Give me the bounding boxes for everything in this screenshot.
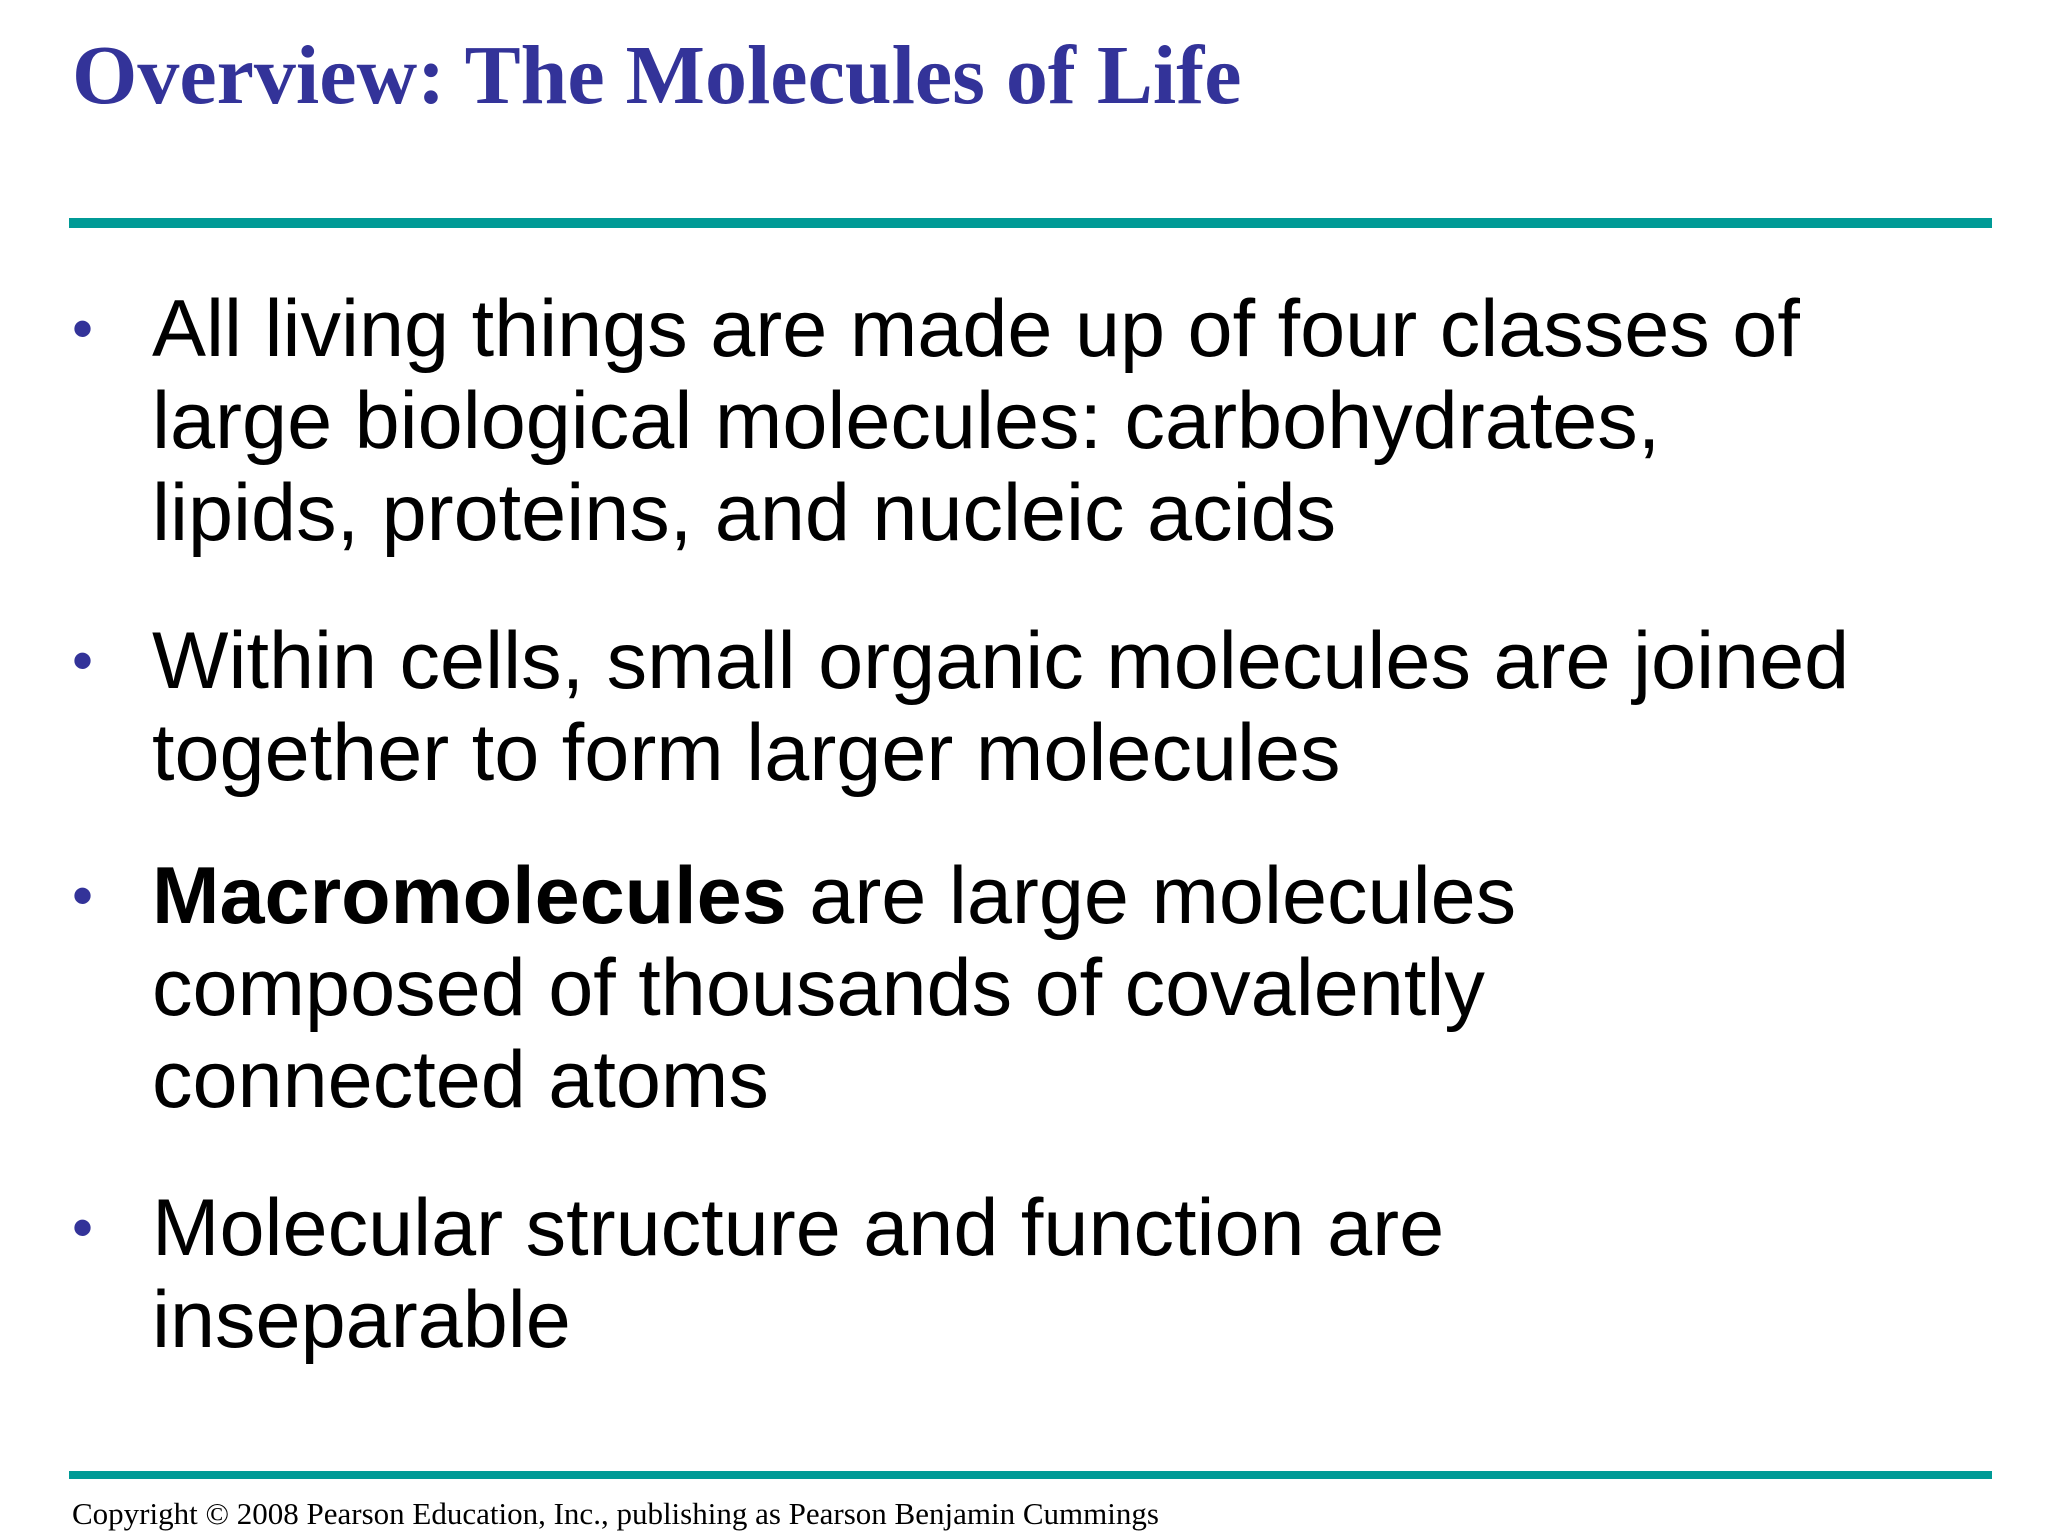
bullet-icon: • [72,295,94,362]
bold-term: Macromolecules [152,851,787,941]
bullet-text [152,615,2012,799]
bullet-line [152,850,2012,942]
bullet-line: large biological molecules: carbohydrates, [152,376,1661,466]
bullet-line: composed of thousands of covalently [152,943,1485,1033]
bullet-icon: • [72,1194,94,1261]
bullet-line: Within cells, small organic molecules are joined [152,616,1850,706]
slide-title: Overview: The Molecules of Life [72,29,1242,122]
bullet-line: lipids, proteins, and nucleic acids [152,468,1337,558]
bullet-line: together to form larger molecules [152,708,1341,798]
bullet-line: connected atoms [152,1035,769,1125]
footer-divider [69,1471,1992,1479]
bullet-line: inseparable [152,1275,571,1365]
bullet-icon: • [72,627,94,694]
copyright-footer: Copyright © 2008 Pearson Education, Inc., publishing as Pearson Benjamin Cummings [72,1496,1159,1531]
bullet-line-rest: are large molecules [786,851,1517,941]
bullet-text [152,283,2012,559]
title-divider [69,218,1992,228]
bullet-line: All living things are made up of four classes of [152,284,1800,374]
bullet-text [152,1182,2012,1366]
bullet-text [152,850,2012,1126]
bullet-icon: • [72,862,94,929]
bullet-line: Molecular structure and function are [152,1183,1445,1273]
